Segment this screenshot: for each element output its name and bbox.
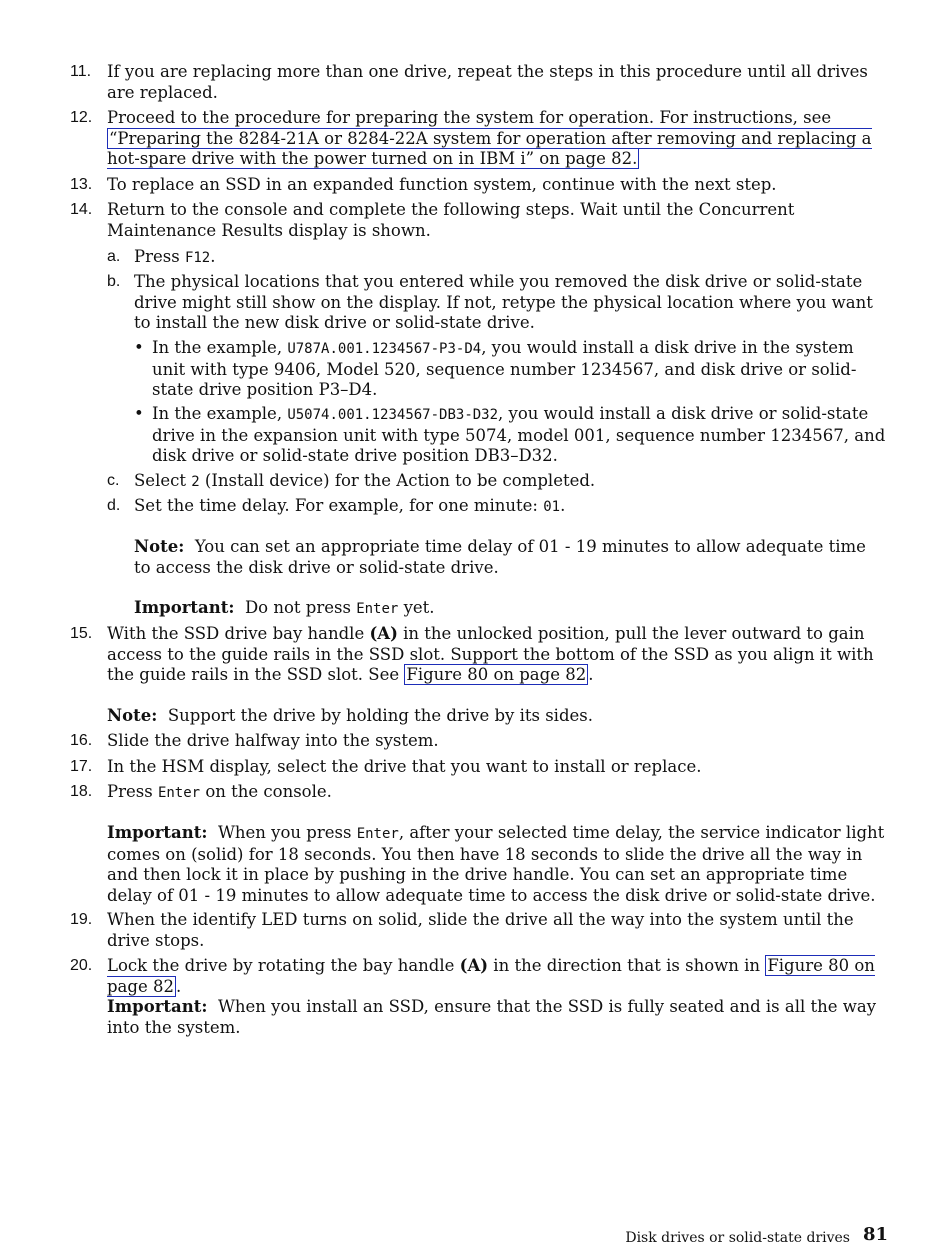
important-label: Important: [107, 823, 208, 842]
important-text: Important: When you press Enter, after your selected time delay, the service indicator light comes on (solid) for 18 seconds. You then have 18 seconds to slide the drive all the way in and then lock it in place by pushing in the drive handle. You can set an appropriate time delay of 01 - 19 minutes to allow adequate time to access the disk drive or solid-state drive. [107, 823, 885, 905]
step-number: 15. [70, 625, 93, 642]
figure-80-link[interactable]: Figure 80 on page 82 [406, 665, 587, 684]
handle-label: (A) [369, 624, 398, 643]
step-text: If you are replacing more than one drive, repeat the steps in this procedure until all drives are replaced. [107, 62, 868, 102]
location-code: U787A.001.1234567-P3-D4 [287, 341, 482, 357]
location-code: U5074.001.1234567-DB3-D32 [287, 407, 499, 423]
time-code: 01 [543, 499, 561, 515]
step-number: 20. [70, 957, 93, 974]
step-number: 13. [70, 176, 93, 193]
substep-text: The physical locations that you entered while you removed the disk drive or solid-state drive might still show on the display. If not, retype the physical location where you want to install the new disk drive or solid-state drive. [134, 272, 873, 332]
step-number: 12. [70, 109, 93, 126]
step-text: Press Enter on the console. [107, 782, 332, 801]
preparing-system-link[interactable]: “Preparing the 8284-21A or 8284-22A system for operation after removing and replacing a hot-spare drive with the power turned on in IBM i” on page 82. [107, 128, 872, 168]
step-number: 11. [70, 63, 92, 80]
page-number: 81 [862, 1224, 888, 1245]
bullet-text: In the example, U5074.001.1234567-DB3-D32, you would install a disk drive or solid-state drive in the expansion unit with type 5074, model 001, sequence number 1234567, and disk drive or solid-state drive position DB3–D32. [152, 404, 886, 465]
step-text: In the HSM display, select the drive that you want to install or replace. [107, 757, 702, 776]
action-code: 2 [191, 474, 200, 490]
substep-letter: a. [107, 248, 121, 265]
bullet-mark: • [134, 338, 144, 357]
step-text: When the identify LED turns on solid, slide the drive all the way into the system until the drive stops. [107, 910, 854, 950]
important-label: Important: [107, 997, 208, 1016]
step-text-pre: Proceed to the procedure for preparing the system for operation. For instructions, see [107, 108, 832, 127]
key-code: Enter [356, 826, 399, 842]
step-text: To replace an SSD in an expanded function system, continue with the next step. [107, 175, 777, 194]
step-text [107, 108, 887, 170]
handle-label: (A) [459, 956, 489, 975]
key-code: Enter [356, 601, 399, 617]
step-text: Slide the drive halfway into the system. [107, 731, 439, 750]
step-number: 16. [70, 732, 93, 749]
important-text: Important: When you install an SSD, ensure that the SSD is fully seated and is all the way into the system. [107, 997, 877, 1037]
note-text: Note: You can set an appropriate time delay of 01 - 19 minutes to allow adequate time to access the disk drive or solid-state drive. [134, 537, 866, 577]
substep-letter: c. [107, 472, 120, 489]
step-number: 19. [70, 911, 93, 928]
substep-letter: d. [107, 497, 121, 514]
step-number: 17. [70, 758, 93, 775]
important-label: Important: [134, 598, 235, 617]
note-label: Note: [107, 706, 158, 725]
step-text: Return to the console and complete the following steps. Wait until the Concurrent Maintenance Results display is shown. [107, 200, 795, 240]
substep-text: Set the time delay. For example, for one minute: 01. [134, 496, 566, 515]
step-number: 18. [70, 783, 93, 800]
substep-text: Press F12. [134, 247, 216, 266]
substep-letter: b. [107, 273, 121, 290]
note-text: Note: Support the drive by holding the drive by its sides. [107, 706, 593, 725]
substep-text: Select 2 (Install device) for the Action to be completed. [134, 471, 596, 490]
note-label: Note: [134, 537, 185, 556]
important-text: Important: Do not press Enter yet. [134, 598, 435, 617]
footer-section-title: Disk drives or solid-state drives [625, 1230, 850, 1246]
step-text: With the SSD drive bay handle (A) in the unlocked position, pull the lever outward to gain access to the guide rails in the SSD slot. Support the bottom of the SSD as you align it with the guide rails in the SSD slot. See Figure 80 on page 82 . [107, 624, 874, 684]
key-code: F12 [184, 250, 211, 266]
step-number: 14. [70, 201, 93, 218]
bullet-mark: • [134, 404, 144, 423]
key-code: Enter [157, 785, 201, 801]
bullet-text: In the example, U787A.001.1234567-P3-D4, you would install a disk drive in the system unit with type 9406, Model 520, sequence number 1234567, and disk drive or solid-state drive position P3–D4. [152, 338, 857, 399]
figure-80-link[interactable]: Figure 80 on page 82 [107, 956, 875, 996]
step-text: Lock the drive by rotating the bay handle (A) in the direction that is shown in Figure 80 on page 82 . [107, 956, 875, 996]
